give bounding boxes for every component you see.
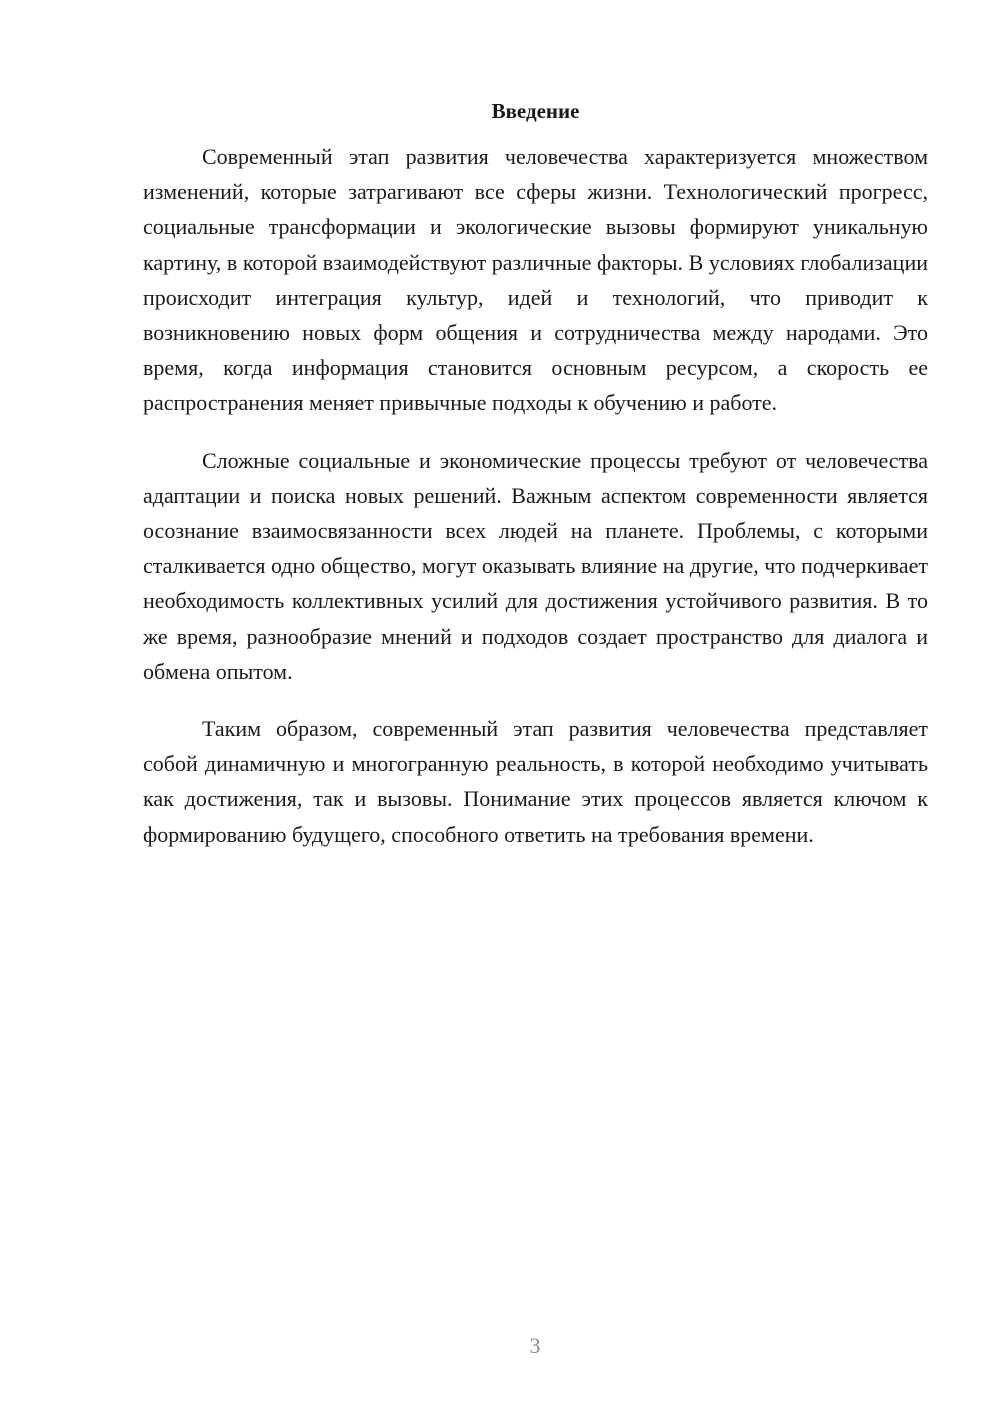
paragraph-2: Сложные социальные и экономические процессы требуют от человечества адаптации и поиска новых решений. Важным аспектом современности является осознание взаимосвязанности всех людей на планете. Проблемы, с которыми сталкивается одно общество, могут оказывать влияние на другие, что подчеркивает необходимость коллективных усилий для достижения устойчивого развития. В то же время, разнообразие мнений и подходов создает пространство для диалога и обмена опытом. (143, 447, 928, 684)
page-number: 3 (529, 1333, 541, 1358)
paragraph-3: Таким образом, современный этап развития человечества представляет собой динамичную и многогранную реальность, в которой необходимо учитывать как достижения, так и вызовы. Понимание этих процессов является ключом к формированию будущего, способного ответить на требования времени. (143, 716, 928, 847)
paragraph-1: Современный этап развития человечества характеризуется множеством изменений, которые затрагивают все сферы жизни. Технологический прогресс, социальные трансформации и экологические вызовы формируют уникальную картину, в которой взаимодействуют различные факторы. В условиях глобализации происходит интеграция культур, идей и технологий, что приводит к возникновению новых форм общения и сотрудничества между народами. Это время, когда информация становится основным ресурсом, а скорость ее распространения меняет привычные подходы к обучению и работе. (143, 144, 928, 416)
page-content (143, 96, 928, 874)
section-title: Введение (491, 99, 580, 123)
